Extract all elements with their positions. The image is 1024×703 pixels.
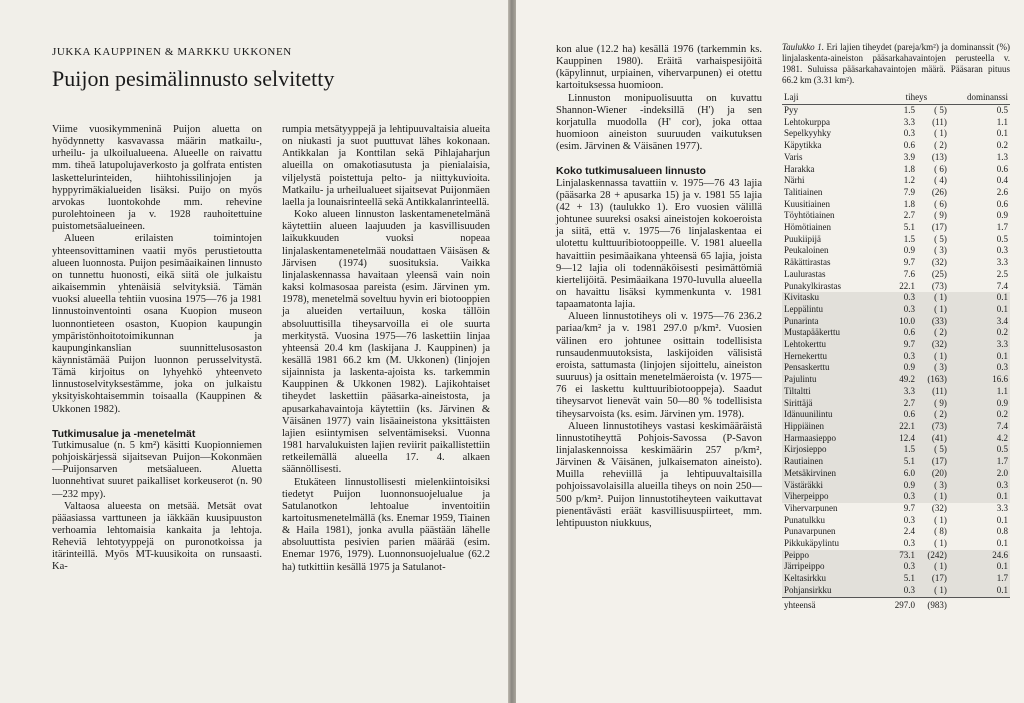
- column-header-density: tiheys: [884, 92, 949, 105]
- table-row: [782, 339, 1010, 351]
- density-value: 49.2: [884, 374, 917, 386]
- species-name: Leppälintu: [782, 304, 884, 316]
- species-name: Rautiainen: [782, 456, 884, 468]
- paragraph: rumpia metsätyyppejä ja lehtipuuvaltaisia alueita on niukasti ja suot puuttuvat lähes kokonaan. Antikkalan ja Konttilan sekä Pihlajaharjun alueilla on omakotiasutusta ja pienialaisia, viljelystä poistettuja pelto- ja niittykuvioita. Matkailu- ja urheilualueet sijaitsevat Puijonmäen laella ja lounaisrinteellä sekä Antikkalanrinteellä.: [282, 124, 490, 208]
- count-value: (242): [917, 550, 949, 562]
- table-caption: [782, 42, 1010, 86]
- table-row: [782, 234, 1010, 246]
- table-row: [782, 140, 1010, 152]
- density-value: 0.3: [884, 304, 917, 316]
- table-row: [782, 573, 1010, 585]
- table-row: [782, 491, 1010, 503]
- table-row: [782, 351, 1010, 363]
- density-value: 1.5: [903, 233, 915, 244]
- dominance-value: 0.2: [949, 327, 1010, 339]
- dominance-value: 0.8: [996, 526, 1008, 537]
- table-body: [782, 105, 1010, 612]
- table-row: [782, 199, 1010, 211]
- table-row: [782, 327, 1010, 339]
- count-value: (33): [917, 316, 949, 328]
- density-value: 9.7: [884, 339, 917, 351]
- left-column-2: [282, 124, 490, 574]
- density-value: 5.1: [884, 456, 917, 468]
- dominance-value: 3.4: [949, 316, 1010, 328]
- count-value: ( 6): [934, 198, 947, 209]
- table-row: [782, 175, 1010, 187]
- dominance-value: 0.1: [949, 351, 1010, 363]
- table-row: [782, 117, 1010, 129]
- dominance-value: 24.6: [949, 550, 1010, 562]
- dominance-value: 1.7: [949, 456, 1010, 468]
- count-value: ( 3): [917, 362, 949, 374]
- dominance-value: 0.5: [949, 444, 1010, 456]
- count-value: ( 3): [917, 480, 949, 492]
- species-name: Kivitasku: [782, 292, 884, 304]
- dominance-value: 1.7: [949, 573, 1010, 585]
- species-name: Hömötiainen: [784, 222, 831, 233]
- density-value: 2.4: [903, 526, 915, 537]
- dominance-value: 0.1: [949, 585, 1010, 597]
- count-value: ( 2): [917, 327, 949, 339]
- species-name: Pensaskerttu: [782, 362, 884, 374]
- density-value: 1.2: [903, 175, 915, 186]
- dominance-value: 0.5: [996, 105, 1008, 115]
- count-value: ( 8): [934, 526, 947, 537]
- species-name: Töyhtötiainen: [784, 210, 835, 221]
- dominance-value: 3.3: [949, 339, 1010, 351]
- count-value: (163): [917, 374, 949, 386]
- table-row: [782, 304, 1010, 316]
- count-value: ( 5): [934, 105, 947, 115]
- density-value: 10.0: [884, 316, 917, 328]
- dominance-value: 0.2: [949, 409, 1010, 421]
- table-caption-label: Taulukko 1.: [782, 42, 824, 52]
- authors: JUKKA KAUPPINEN & MARKKU UKKONEN: [52, 46, 292, 58]
- density-value: 22.1: [884, 421, 917, 433]
- species-name: Järripeippo: [782, 561, 884, 573]
- count-value: (26): [931, 186, 947, 197]
- paragraph: Tutkimusalue (n. 5 km²) käsitti Kuopionniemen pohjoiskärjessä sijaitsevan Puijon—Kokonmäen—Puijonsarven metsäalueen. Aluetta luonnehtivat suuret paikalliset korkeuserot (n. 90—232 mpy).: [52, 439, 262, 500]
- species-name: Punarinta: [782, 316, 884, 328]
- count-value: ( 1): [934, 514, 947, 525]
- density-value: 0.3: [903, 538, 915, 549]
- dominance-value: 3.3: [996, 502, 1008, 513]
- dominance-value: 2.0: [949, 468, 1010, 480]
- table-row: [782, 503, 1010, 515]
- table-row: [782, 386, 1010, 398]
- dominance-value: 1.1: [996, 116, 1008, 127]
- right-column-1: [556, 44, 762, 530]
- density-value: 2.7: [903, 210, 915, 221]
- density-value: 0.6: [903, 140, 915, 151]
- table-row: [782, 421, 1010, 433]
- table-row: [782, 222, 1010, 234]
- species-name: Peukaloinen: [784, 245, 829, 256]
- density-value: 0.3: [903, 514, 915, 525]
- dominance-value: 0.6: [996, 198, 1008, 209]
- left-page: [0, 0, 508, 703]
- density-value: 0.9: [884, 480, 917, 492]
- species-name: Mustapääkerttu: [782, 327, 884, 339]
- count-value: ( 9): [934, 210, 947, 221]
- table-row: [782, 585, 1010, 597]
- total-label: yhteensä: [782, 597, 884, 611]
- density-value: 3.3: [903, 116, 915, 127]
- density-value: 0.3: [884, 491, 917, 503]
- table-row: [782, 550, 1010, 562]
- total-dominance-empty: [949, 597, 1010, 611]
- dominance-value: 2.6: [996, 186, 1008, 197]
- species-name: Sirittäjä: [782, 398, 884, 410]
- species-name: Pohjansirkku: [782, 585, 884, 597]
- table-row: [782, 480, 1010, 492]
- species-name: Punakylkirastas: [784, 280, 841, 291]
- dominance-value: 4.2: [949, 433, 1010, 445]
- species-name: Pajulintu: [782, 374, 884, 386]
- density-value: 5.1: [884, 573, 917, 585]
- density-value: 9.7: [903, 502, 915, 513]
- count-value: (73): [917, 421, 949, 433]
- dominance-value: 0.3: [996, 245, 1008, 256]
- dominance-value: 3.3: [996, 257, 1008, 268]
- species-name: Tiltaltti: [782, 386, 884, 398]
- count-value: (11): [917, 386, 949, 398]
- dominance-value: 0.2: [996, 140, 1008, 151]
- paragraph: Viime vuosikymmeninä Puijon aluetta on hyödynnetty kasvavassa määrin matkailu-, urheilu- ja ulkoilualueena. Alueelle on raivattu mm. tiheä latupolujaverkosto ja golfrata entisten laskettelurinteiden, hiihtohissilinjojen ja hyppyrimäkialueiden lisäksi. Puijo on myös arvokas luontokohde mm. rehevine purolehtoineen ja v. 1928 rauhoitettuine puistometsäalueineen.: [52, 124, 262, 233]
- table-row: [782, 292, 1010, 304]
- table-row: [782, 398, 1010, 410]
- dominance-value: 1.1: [949, 386, 1010, 398]
- table-caption-text: Eri lajien tiheydet (pareja/km²) ja dominanssit (%) linjalaskenta-aineiston pääsarkahavaintojen perusteella v. 1981. Suluissa pääsarkahavaintojen määrä. Pääsaran pituus 66.2 km (3.31 km²).: [782, 42, 1011, 85]
- dominance-value: 0.1: [949, 292, 1010, 304]
- count-value: (32): [931, 257, 947, 268]
- species-name: Pikkukäpylintu: [784, 538, 840, 549]
- density-value: 5.1: [903, 222, 915, 233]
- section-heading: Koko tutkimusalueen linnusto: [556, 165, 706, 178]
- dominance-value: 0.3: [949, 480, 1010, 492]
- species-name: Keltasirkku: [782, 573, 884, 585]
- count-value: ( 2): [934, 140, 947, 151]
- species-name: Vihervarpunen: [784, 502, 838, 513]
- count-value: ( 1): [917, 491, 949, 503]
- dominance-value: 0.1: [996, 538, 1008, 549]
- count-value: ( 1): [934, 538, 947, 549]
- count-value: (32): [931, 502, 947, 513]
- density-value: 9.7: [903, 257, 915, 268]
- species-name: Viherpeippo: [782, 491, 884, 503]
- section-heading: Tutkimusalue ja -menetelmät: [52, 427, 196, 440]
- table-row: [782, 245, 1010, 257]
- count-value: (17): [917, 456, 949, 468]
- table-row: [782, 316, 1010, 328]
- table-row: [782, 433, 1010, 445]
- dominance-value: 0.1: [949, 304, 1010, 316]
- species-name: Harakka: [784, 163, 815, 174]
- dominance-value: 0.1: [949, 561, 1010, 573]
- dominance-value: 0.1: [949, 491, 1010, 503]
- table-row: [782, 538, 1010, 550]
- count-value: (17): [931, 222, 947, 233]
- species-name: Peippo: [782, 550, 884, 562]
- species-name: Kirjosieppo: [782, 444, 884, 456]
- density-value: 6.0: [884, 468, 917, 480]
- right-page: [516, 0, 1024, 703]
- density-value: 2.7: [884, 398, 917, 410]
- count-value: (32): [917, 339, 949, 351]
- paragraph: Valtaosa alueesta on metsää. Metsät ovat pääasiassa varttuneen ja iäkkään kuusipuuston verhoamia lehtomaisia kankaita ja lehtoja. Reheviä lehtotyyppejä on puronotkoissa ja itärinteillä. Myös MT-kuusikoita on runsaasti. Ka-: [52, 500, 262, 573]
- paragraph: Alueen linnustotiheys vastasi keskimääräistä linnustotiheyttä Pohjois-Savossa (P-Savon linjalaskennoissa keskimäärin 257 p/km², Järvinen & Väisänen, julkaisematon aineisto). Muilla reheviillä ja lehtipuuvaltaisilla pohjoissavolaisilla alueilla tiheys on noin 250—500 p/km². Puijon linnustotiheyteen vaikuttavat pienentävästi eräät kasvillisuuspiirteet, mm. lehtipuuston niukkuus,: [556, 420, 762, 529]
- table-total-row: [782, 597, 1010, 611]
- species-name: Lehtokurppa: [784, 116, 830, 127]
- species-name: Talitiainen: [784, 186, 823, 197]
- count-value: ( 9): [917, 398, 949, 410]
- count-value: ( 6): [934, 163, 947, 174]
- table-1: [782, 42, 1010, 611]
- table-row: [782, 362, 1010, 374]
- species-name: Pyy: [784, 105, 799, 115]
- column-header-species: Laji: [782, 92, 884, 105]
- count-value: (73): [931, 280, 947, 291]
- count-value: ( 1): [934, 128, 947, 139]
- density-value: 12.4: [884, 433, 917, 445]
- density-value: 3.3: [884, 386, 917, 398]
- count-value: ( 1): [917, 304, 949, 316]
- table-row: [782, 269, 1010, 281]
- count-value: ( 1): [917, 351, 949, 363]
- table-row: [782, 152, 1010, 164]
- table-row: [782, 164, 1010, 176]
- total-density: 297.0: [884, 597, 917, 611]
- table-row: [782, 187, 1010, 199]
- species-name: Puukiipijä: [784, 233, 822, 244]
- count-value: (13): [931, 151, 947, 162]
- species-name: Punatulkku: [784, 514, 826, 525]
- dominance-value: 7.4: [949, 421, 1010, 433]
- count-value: (11): [932, 116, 947, 127]
- count-value: ( 5): [917, 444, 949, 456]
- species-name: Varis: [784, 151, 803, 162]
- dominance-value: 0.9: [996, 210, 1008, 221]
- table-row: [782, 210, 1010, 222]
- species-name: Laulurastas: [784, 268, 826, 279]
- density-value: 0.3: [884, 351, 917, 363]
- table-row: [782, 515, 1010, 527]
- species-name: Metsäkirvinen: [782, 468, 884, 480]
- count-value: ( 1): [917, 292, 949, 304]
- count-value: (25): [931, 268, 947, 279]
- species-name: Västäräkki: [782, 480, 884, 492]
- table-row: [782, 257, 1010, 269]
- dominance-value: 7.4: [996, 280, 1008, 291]
- dominance-value: 0.1: [996, 514, 1008, 525]
- species-name: Käpytikka: [784, 140, 822, 151]
- dominance-value: 16.6: [949, 374, 1010, 386]
- density-value: 1.5: [884, 444, 917, 456]
- count-value: (20): [917, 468, 949, 480]
- species-name: Hippiäinen: [782, 421, 884, 433]
- species-name: Sepelkyyhky: [784, 128, 831, 139]
- species-name: Harmaasieppo: [782, 433, 884, 445]
- density-value: 0.3: [903, 128, 915, 139]
- density-value: 0.6: [884, 327, 917, 339]
- dominance-value: 0.6: [996, 163, 1008, 174]
- column-header-dominance: dominanssi: [949, 92, 1010, 105]
- density-value: 7.6: [903, 268, 915, 279]
- count-value: ( 1): [917, 585, 949, 597]
- species-name: Kuusitiainen: [784, 198, 830, 209]
- species-name: Hernekerttu: [782, 351, 884, 363]
- species-name: Punavarpunen: [784, 526, 836, 537]
- book-gutter: [508, 0, 516, 703]
- density-value: 1.8: [903, 198, 915, 209]
- table-row: [782, 281, 1010, 293]
- density-value: 1.5: [903, 105, 915, 115]
- table-row: [782, 105, 1010, 117]
- count-value: (17): [917, 573, 949, 585]
- count-value: ( 3): [934, 245, 947, 256]
- table-row: [782, 409, 1010, 421]
- paragraph: Linjalaskennassa tavattiin v. 1975—76 43 lajia (pääsarka 28 + apusarka 15) ja v. 1981 55 lajia (42 + 13) (taulukko 1). Ero vuosien välillä johtunee suureksi osaksi aineistojen kokoeroista ja siitä, että v. 1975—76 linjalaskentaa ei ulotettu kulttuuribiotooppeille. V. 1981 alueella havaittiin pesimäaikana yhteensä 65 lajia, joista 9—12 lajia oli todennäköisesti pesimättömiä kiertelijöitä. Pesimäaikana 1970-luvulla alueella on havaittu lisäksi kymmenkunta v. 1981 tapaamatonta lajia.: [556, 177, 762, 311]
- table-row: [782, 561, 1010, 573]
- species-name: Idänuunilintu: [782, 409, 884, 421]
- total-count: (983): [917, 597, 949, 611]
- table-row: [782, 444, 1010, 456]
- species-table: [782, 92, 1010, 611]
- density-value: 0.3: [884, 292, 917, 304]
- table-row: [782, 128, 1010, 140]
- dominance-value: 0.5: [996, 233, 1008, 244]
- count-value: ( 5): [934, 233, 947, 244]
- paragraph: kon alue (12.2 ha) kesällä 1976 (tarkemmin ks. Kauppinen 1980). Eräitä varhaispesijöitä (käpylinnut, urpiainen, vihervarpunen) ei otettu kartoituksessa huomioon.: [556, 44, 762, 92]
- left-column-1: [52, 124, 262, 574]
- table-row: [782, 374, 1010, 386]
- species-name: Räkättirastas: [784, 257, 831, 268]
- paragraph: Alueen erilaisten toimintojen yhteensovittaminen vaatii myös perustietoutta alueen luonnosta. Puijon pesimäaikainen linnusto on tunnettu huonosti, eikä siitä ole julkaistu aikaisemmin yhtenäisiä selvityksiä. Tämän vuoksi alueella tehtiin vuosina 1975—76 ja 1981 linnustoinventointi osana Kuopion museon luonnontieteen osaston, Kuopion kaupungin ympäristönhoitotoimikunnan ja kaupunginkanslian suunnittelusosaston käynnistämää Puijon luonnon perusselvitystä. Tämä kirjoitus on lyhyehkö yhteenveto linnustoselvityksestämme, joka on julkaistu yksityiskohtaisemmin toisaalla (Kauppinen & Ukkonen 1982).: [52, 233, 262, 415]
- dominance-value: 0.1: [996, 128, 1008, 139]
- density-value: 1.8: [903, 163, 915, 174]
- density-value: 7.9: [903, 186, 915, 197]
- count-value: ( 1): [917, 561, 949, 573]
- density-value: 73.1: [884, 550, 917, 562]
- density-value: 22.1: [899, 280, 915, 291]
- paragraph: Koko alueen linnuston laskentamenetelmänä käytettiin alueen laajuuden ja kasvillisuuden laikukkuuden vuoksi nopeaa linjalaskentamenetelmää noudattaen Väisäsen & Järvisen (1974) suosituksia. Vaikka linjalaskennassa havaitaan yleensä vain noin kaksi kolmasosaa pareista (esim. Järvinen ym. 1978), menetelmä soveltuu hyvin eri biotooppien ja alueiden vertailuun, koska tällöin absoluuttisilla tiheysarvoilla ei ole suurta merkitystä. Vuosina 1975—76 laskettiin linjaa yhteensä 20.4 km (laskijana J. Kauppinen) ja kesällä 1981 66.2 km (M. Ukkonen) (linjojen sijainnista ja laskenta-ajoista ks. tarkemmin Kauppinen & Ukkonen 1982). Lajikohtaiset tiheydet laskettiin pääsarka-aineistosta, ja apusarkahavaintoja käytettiin (ks. Järvinen & Väisänen 1977) vain lisäaineistona yksittäisten lajien esiintymisen selventämiseksi. Vuonna 1981 harvalukuisten lajien reviirit paikallistettiin retkeilemällä alueella 17. 4. alkaen säännöllisesti.: [282, 209, 490, 476]
- table-row: [782, 468, 1010, 480]
- density-value: 0.9: [903, 245, 915, 256]
- density-value: 0.9: [884, 362, 917, 374]
- dominance-value: 2.5: [996, 268, 1008, 279]
- species-name: Närhi: [784, 175, 805, 186]
- count-value: ( 4): [934, 175, 947, 186]
- species-name: Lehtokerttu: [782, 339, 884, 351]
- paragraph: Etukäteen linnustollisesti mielenkiintoisiksi tiedetyt Puijon luonnonsuojelualue ja Satulanotkon lehtoalue inventoitiin kartoitusmenetelmällä (ks. Enemar 1959, Tiainen & Haila 1981), jonka avulla päästään lähelle absoluuttista pesivien parien määrää (esim. Enemar 1976, 1979). Luonnonsuojelualue (62.2 ha) tutkittiin kesällä 1975 ja Satulanot-: [282, 476, 490, 573]
- dominance-value: 1.3: [996, 151, 1008, 162]
- count-value: (41): [917, 433, 949, 445]
- density-value: 0.3: [884, 561, 917, 573]
- dominance-value: 0.3: [949, 362, 1010, 374]
- article-title: Puijon pesimälinnusto selvitetty: [52, 66, 335, 91]
- dominance-value: 1.7: [996, 222, 1008, 233]
- table-row: [782, 526, 1010, 538]
- dominance-value: 0.4: [996, 175, 1008, 186]
- count-value: ( 2): [917, 409, 949, 421]
- paragraph: Linnuston monipuolisuutta on kuvattu Shannon-Wiener -indeksillä (H') ja sen korjatulla muodolla (H' cor), joka ottaa huomioon aineiston suuruuden vaikutuksen (esim. Järvinen & Väisänen 1977).: [556, 92, 762, 153]
- density-value: 3.9: [903, 151, 915, 162]
- table-row: [782, 456, 1010, 468]
- dominance-value: 0.9: [949, 398, 1010, 410]
- density-value: 0.3: [884, 585, 917, 597]
- paragraph: Alueen linnustotiheys oli v. 1975—76 236.2 pariaa/km² ja v. 1981 297.0 p/km². Vuosien välinen ero johtunee osittain todellisista runsaudenmuutoksista, laskijoiden välisistä eroista, sattumasta (linjojen sijoittelu, aineiston suuruus) ja osittain menetelmäeroista (v. 1975—76 ei laskettu kulttuuribiotooppeja). Saadut tiheysarvot lienevät vain 50—80 % todellisista tiheysarvoista (ks. esim. Järvinen ym. 1978).: [556, 311, 762, 420]
- density-value: 0.6: [884, 409, 917, 421]
